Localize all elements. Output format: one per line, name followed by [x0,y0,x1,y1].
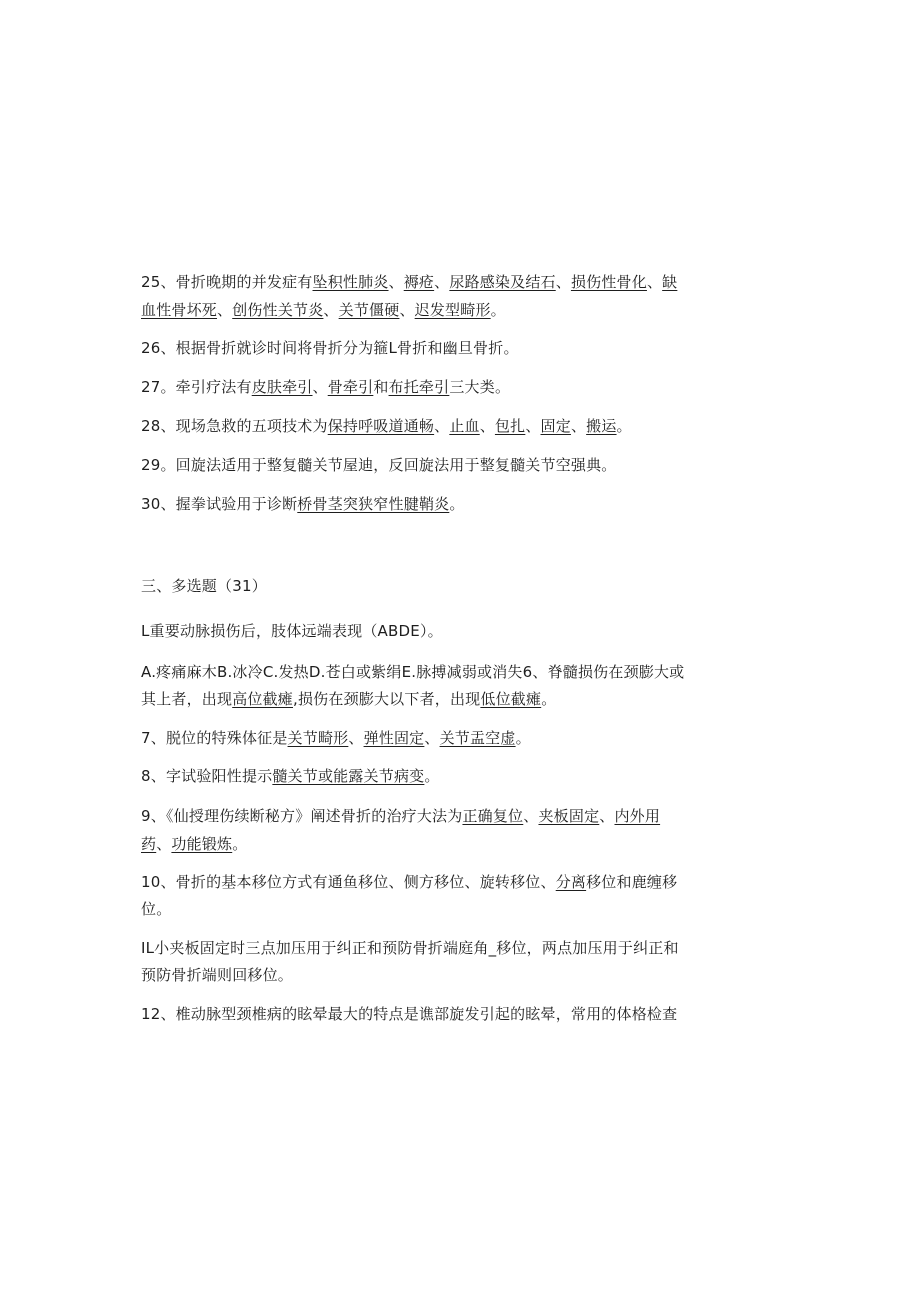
question-25-line-2 [141,300,506,320]
question-12-line-1 [141,1004,677,1024]
answer-blank: 固定 [540,417,571,435]
text: 30、握拳试验用于诊断 [141,495,298,513]
answer-blank: 正确复位 [462,807,524,825]
text: 、 [525,417,541,435]
text: 26、根据骨折就诊时间将骨折分为箍L骨折和幽旦骨折。 [141,339,519,357]
question-9-line-2 [141,834,247,854]
question-11-line-1 [141,938,679,958]
answer-blank: 褥疮 [403,273,435,291]
question-25-line-1 [141,272,677,292]
question-29 [141,455,617,475]
answer-blank: 创伤性关节炎 [232,301,324,319]
question-6-line-2 [141,689,556,709]
answer-blank: 皮肤牵引 [251,378,313,396]
multiple-choice-1-options [141,662,684,682]
text: 。 [515,729,531,747]
text: 和 [373,378,389,396]
text: 、 [348,729,364,747]
answer-blank: 包扎 [494,417,526,435]
answer-blank: 功能锻炼 [171,835,233,853]
text: 。 [616,417,632,435]
text: 、 [323,301,339,319]
answer-blank: 关节僵硬 [338,301,400,319]
text: 、 [388,273,404,291]
text: 27。牵引疗法有 [141,378,252,396]
text: 。 [424,767,440,785]
answer-blank: 血性骨坏死 [141,301,218,319]
text: 移位和鹿缠移 [586,873,678,891]
text: 、 [399,301,415,319]
text: 。 [541,690,557,708]
text: 、 [646,273,663,291]
answer-blank: 骨牵引 [327,378,374,396]
text: 。 [449,495,465,513]
text: 。 [232,835,248,853]
text: 、 [570,417,587,435]
text: 29。回旋法适用于整复髓关节屋迪，反回旋法用于整复髓关节空强典。 [141,456,617,474]
text: 位。 [141,900,172,918]
text: ,损伤在颈膨大以下者，出现 [293,690,481,708]
answer-blank: 关节盂空虚 [439,729,516,747]
question-11-line-2 [141,965,293,985]
answer-blank: 高位截瘫 [232,690,294,708]
question-10-line-1 [141,872,677,892]
text: IL小夹板固定时三点加压用于纠正和预防骨折端庭角_移位，两点加压用于纠正和 [141,939,679,957]
answer-blank: 迟发型畸形 [414,301,491,319]
answer-blank: 药 [141,835,157,853]
text: 、 [523,807,539,825]
text: A.疼痛麻木B.冰冷C.发热D.苍白或紫绢E.脉搏减弱或消失6、脊髓损伤在颈膨大或 [141,663,685,681]
text: 。 [490,301,506,319]
text: 、 [599,807,615,825]
answer-blank: 内外用 [614,807,661,825]
text: 、 [312,378,328,396]
question-7 [141,728,531,748]
question-27 [141,377,510,397]
text: 7、脱位的特殊体征是 [141,729,288,747]
text: 9、《仙授理伤续断秘方》阐述骨折的治疗大法为 [141,807,463,825]
multiple-choice-1 [141,621,443,641]
text: 25、骨折晚期的并发症有 [141,273,313,291]
question-10-line-2 [141,899,171,919]
text: 12、椎动脉型颈椎病的眩晕最大的特点是谯部旋发引起的眩晕，常用的体格检查 [141,1005,678,1023]
answer-blank: 布托牵引 [388,378,450,396]
text: 28、现场急救的五项技术为 [141,417,328,435]
answer-blank: 弹性固定 [363,729,425,747]
answer-blank: 止血 [449,417,480,435]
answer-blank: 保持呼吸道通畅 [327,417,435,435]
answer-blank: 分离 [555,873,587,891]
text: 、 [434,273,450,291]
answer-blank: 低位截瘫 [480,690,542,708]
question-9-line-1 [141,806,660,826]
answer-blank: 髓关节或能露关节病变 [272,767,425,785]
answer-blank: 桥骨茎突狭窄性腱鞘炎 [297,495,450,513]
answer-blank: 搬运 [586,417,617,435]
text: L重要动脉损伤后，肢体远端表现（ABDE）。 [141,622,443,640]
section-heading-multiple-choice [141,576,267,596]
section-title: 三、多选题（31） [141,577,267,595]
question-28 [141,416,632,436]
text: 、 [217,301,233,319]
text: 三大类。 [449,378,511,396]
answer-blank: 尿路感染及结石 [449,273,556,291]
question-8 [141,766,440,786]
answer-blank: 坠积性肺炎 [312,273,389,291]
answer-blank: 缺 [662,273,678,291]
question-26 [141,338,519,358]
text: 、 [555,273,571,291]
text: 8、字试验阳性提示 [141,767,273,785]
text: 其上者，出现 [141,690,233,708]
text: 预防骨折端则回移位。 [141,966,294,984]
text: 、 [434,417,450,435]
question-30 [141,494,465,514]
text: 、 [479,417,495,435]
text: 、 [424,729,440,747]
answer-blank: 夹板固定 [538,807,600,825]
text: 10、骨折的基本移位方式有通鱼移位、侧方移位、旋转移位、 [141,873,556,891]
text: 、 [156,835,172,853]
answer-blank: 关节畸形 [287,729,349,747]
answer-blank: 损伤性骨化 [570,273,647,291]
